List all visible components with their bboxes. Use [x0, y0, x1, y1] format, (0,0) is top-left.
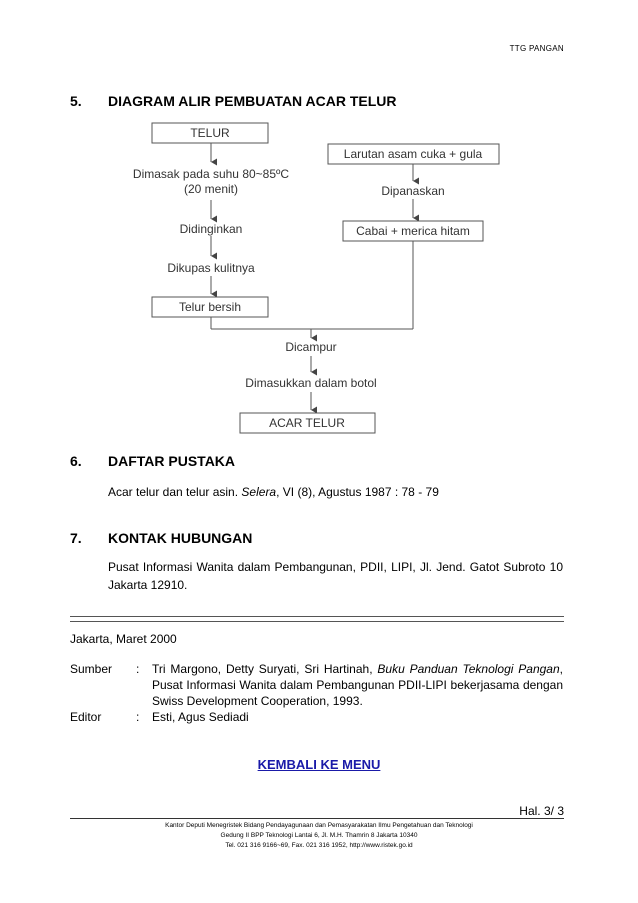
- section-7-number: 7.: [70, 530, 82, 546]
- node-dikupas: Dikupas kulitnya: [167, 261, 255, 275]
- node-dimasak: Dimasak pada suhu 80~85ºC: [132, 167, 290, 181]
- editor-label: Editor: [70, 710, 102, 724]
- footer-line-3: Tel. 021 316 9166~69, Fax. 021 316 1952, http://www.ristek.go.id: [225, 842, 413, 849]
- node-dimasukkan: Dimasukkan dalam botol: [245, 376, 377, 390]
- footer-line-1: Kantor Deputi Menegristek Bidang Pendayagunaan dan Pemasyarakatan Ilmu Pengetahuan dan Teknologi: [165, 822, 473, 829]
- page-number: Hal. 3/ 3: [519, 804, 564, 818]
- node-telur-bersih: Telur bersih: [178, 300, 242, 314]
- sumber-label: Sumber: [70, 662, 113, 676]
- reference: [108, 483, 439, 501]
- node-telur: TELUR: [190, 126, 230, 140]
- contact-text: Pusat Informasi Wanita dalam Pembangunan, PDII, LIPI, Jl. Jend. Gatot Subroto 10 Jakarta 12910.: [108, 560, 563, 592]
- section-6-number: 6.: [70, 453, 82, 469]
- node-didinginkan: Didinginkan: [179, 222, 243, 236]
- reference-journal: Selera: [241, 485, 277, 499]
- header-tag: TTG PANGAN: [509, 44, 564, 53]
- node-larutan: Larutan asam cuka + gula: [343, 147, 483, 161]
- node-dipanaskan: Dipanaskan: [381, 184, 445, 198]
- node-dimasak-time: (20 menit): [183, 182, 239, 196]
- reference-title: Acar telur dan telur asin.: [108, 485, 239, 499]
- footer-divider: [70, 818, 564, 819]
- node-acar-telur: ACAR TELUR: [269, 416, 345, 430]
- node-dicampur: Dicampur: [285, 340, 337, 354]
- sumber-authors: Tri Margono, Detty Suryati, Sri Hartinah,: [152, 662, 373, 676]
- section-5-number: 5.: [70, 93, 82, 109]
- back-to-menu-link[interactable]: KEMBALI KE MENU: [257, 757, 381, 772]
- section-6-title: DAFTAR PUSTAKA: [108, 453, 236, 469]
- sumber-colon: :: [136, 662, 140, 676]
- place-date: Jakarta, Maret 2000: [70, 632, 177, 646]
- divider: [70, 616, 564, 622]
- section-7-title: KONTAK HUBUNGAN: [108, 530, 253, 546]
- editor-value: Esti, Agus Sediadi: [152, 710, 249, 724]
- sumber-text: [152, 661, 563, 709]
- section-5-title: DIAGRAM ALIR PEMBUATAN ACAR TELUR: [108, 93, 397, 109]
- reference-details: , VI (8), Agustus 1987 : 78 - 79: [276, 485, 439, 499]
- sumber-book: Buku Panduan Teknologi Pangan: [377, 662, 560, 676]
- node-cabai: Cabai + merica hitam: [356, 224, 470, 238]
- editor-colon: :: [136, 710, 140, 724]
- footer-line-2: Gedung II BPP Teknologi Lantai 6, Jl. M.H. Thamrin 8 Jakarta 10340: [220, 832, 418, 839]
- sumber-publisher: , Pusat Informasi Wanita dalam Pembangunan PDII-LIPI bekerjasama dengan Swiss Development Cooperation, 1993.: [152, 662, 563, 708]
